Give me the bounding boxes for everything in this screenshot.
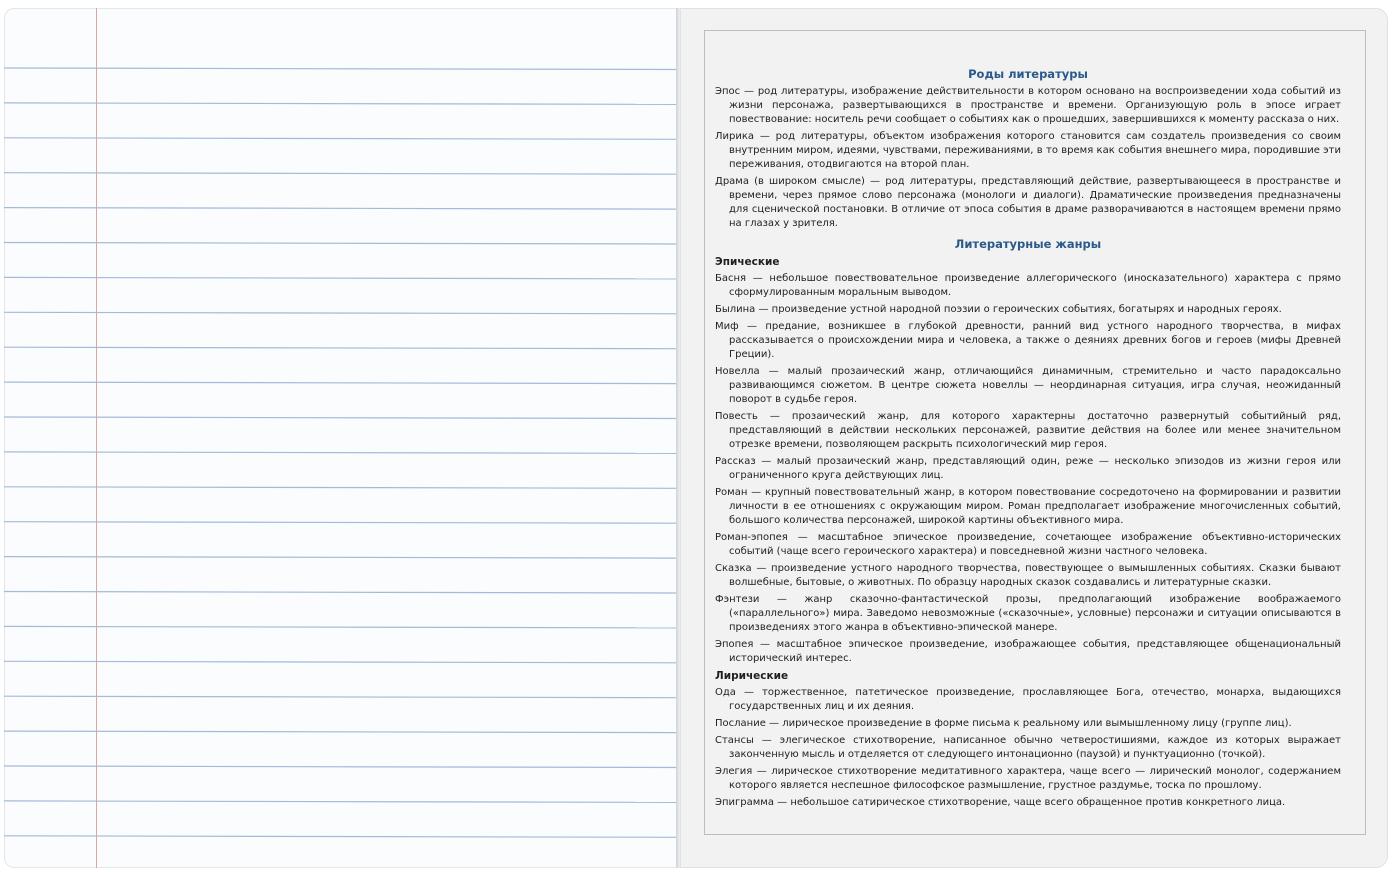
lyric-heading: Лирические [715,670,789,682]
ruled-line [4,801,678,803]
definition-entry: Повесть — прозаический жанр, для которого характерны достаточно развернутый событийный ряд, представляющий в действии нескольких персонажей, развитие действия на более или менее значительном отрезке времени, позволяющем раскрыть психологический мир героя. [715,411,1341,450]
definition-entry: Эпопея — масштабное эпическое произведение, изображающее события, представляющее общенациональный исторический интерес. [715,639,1341,664]
ruled-line [4,626,678,628]
definition-entry: Рассказ — малый прозаический жанр, представляющий один, реже — несколько эпизодов из жизни героя или ограниченного круга действующих лиц. [715,456,1341,481]
ruled-line [4,138,678,140]
ruled-line [4,731,678,733]
definition-entry: Былина — произведение устной народной поэзии о героических событиях, богатырях и народных героях. [715,304,1282,315]
definition-entry: Драма (в широком смысле) — род литературы, представляющий действие, развертывающееся в пространстве и времени, через прямое слово персонажа (монологи и диалоги). Драматические произведения предназначены для сценической постановки. В отличие от эпоса события в драме разворачиваются в настоящем времени прямо на глазах у зрителя. [715,176,1341,229]
section-title-genres-of-literature: Роды литературы [968,67,1088,81]
ruled-line [4,557,678,559]
definition-entry: Эпиграмма — небольшое сатирическое стихотворение, чаще всего обращенное против конкретного лица. [715,797,1286,808]
definition-entry: Фэнтези — жанр сказочно-фантастической прозы, предполагающий изображение воображаемого («параллельного») мира. Заведомо невозможные («сказочные», условные) персонажи и ситуации описываются в произведениях этого жанра в объективно-эпической манере. [715,594,1341,633]
section1-entries [715,85,1341,231]
ruled-lines [4,8,678,868]
ruled-line [4,347,678,349]
ruled-line [4,417,678,419]
ruled-line [4,696,678,698]
ruled-line [4,312,678,314]
definition-entry: Элегия — лирическое стихотворение медитативного характера, чаще всего — лирический монолог, содержанием которого является неспешное философское размышление, грустное раздумье, тоска по прошлому. [715,766,1341,791]
epic-entries [715,272,1341,666]
reference-content [715,66,1341,813]
ruled-line [4,68,678,70]
definition-entry: Стансы — элегическое стихотворение, написанное обычно четверостишиями, каждое из которых выражает законченную мысль и отделяется от следующего интонационно (паузой) и пунктуационно (точкой). [715,735,1341,760]
ruled-line [4,382,678,384]
definition-entry: Басня — небольшое повествовательное произведение аллегорического (иносказательного) характера с прямо сформулированным моральным выводом. [715,273,1341,298]
definition-entry: Миф — предание, возникшее в глубокой древности, ранний вид устного народного творчества, в мифах рассказывается о происхождении мира и человека, а также о деяниях древних богов и героев (мифы Древней Греции). [715,321,1341,360]
margin-line [96,8,97,868]
section-title-literary-genres: Литературные жанры [954,237,1102,251]
definition-entry: Роман — крупный повествовательный жанр, в котором повествование сосредоточено на формировании и развитии личности в ее отношениях с окружающим миром. Роман предполагает изображение многочисленных событий, большого количества персонажей, широкой картины объективного мира. [715,487,1341,526]
ruled-line [4,277,678,279]
ruled-line [4,208,678,210]
ruled-line [4,661,678,663]
ruled-notebook-page [4,8,678,868]
definition-entry: Эпос — род литературы, изображение действительности в котором основано на воспроизведении хода событий из жизни персонажа, развертывающихся в пространстве и времени. Организующую роль в эпосе играет повествование: носитель речи сообщает о событиях как о прошедших, завершившихся к моменту рассказа о них. [715,86,1341,125]
ruled-line [4,522,678,524]
ruled-line [4,173,678,175]
definition-entry: Лирика — род литературы, объектом изображения которого становится сам создатель произведения со своим внутренним миром, идеями, чувствами, переживаниями, в то время как события внешнего мира, породившие эти переживания, отодвигаются на второй план. [715,131,1341,170]
lyric-entries [715,686,1341,810]
ruled-line [4,766,678,768]
definition-entry: Роман-эпопея — масштабное эпическое произведение, сочетающее изображение объективно-исторических событий (чаще всего героического характера) и повседневной жизни частного человека. [715,532,1341,557]
ruled-line [4,487,678,489]
ruled-line [4,103,678,105]
ruled-line [4,592,678,594]
definition-entry: Ода — торжественное, патетическое произведение, прославляющее Бога, отечество, монарха, выдающихся государственных лиц и их деяния. [715,687,1341,712]
definition-entry: Послание — лирическое произведение в форме письма к реальному или вымышленному лицу (группе лиц). [715,718,1292,729]
definition-entry: Новелла — малый прозаический жанр, отличающийся динамичным, стремительно и часто парадоксально развивающимся сюжетом. В центре сюжета новеллы — неординарная ситуация, игра случая, неожиданный поворот в судьбе героя. [715,366,1341,405]
ruled-line [4,452,678,454]
ruled-line [4,836,678,838]
definition-entry: Сказка — произведение устного народного творчества, повествующее о вымышленных событиях. Сказки бывают волшебные, бытовые, о животных. По образцу народных сказок создавались и литературные сказки. [715,563,1341,588]
epic-heading: Эпические [715,256,780,268]
ruled-line [4,243,678,245]
